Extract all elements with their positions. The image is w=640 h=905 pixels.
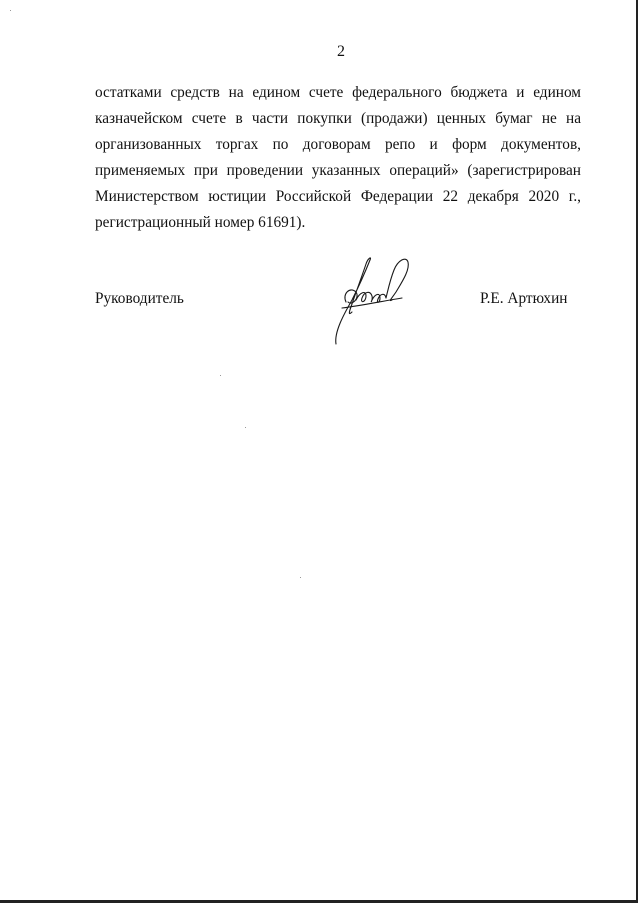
body-line: применяемых при проведении указанных операций» (зарегистрирован [95,162,581,179]
body-line: остатками средств на едином счете федерального бюджета и едином [95,84,581,101]
body-line: регистрационный номер 61691). [95,214,306,231]
body-paragraph [95,80,581,236]
body-line: казначейском счете в части покупки (продажи) ценных бумаг не на [95,110,581,127]
page-number: 2 [337,43,345,60]
scan-speck [220,375,221,376]
signatory-title: Руководитель [95,290,184,307]
handwritten-signature [322,252,422,347]
scan-speck [300,577,301,578]
body-line: Министерством юстиции Российской Федерации 22 декабря 2020 г., [95,188,581,205]
signatory-name: Р.Е. Артюхин [480,290,568,307]
body-line: организованных торгах по договорам репо и форм документов, [95,136,581,153]
scan-speck [10,10,11,11]
scan-speck [245,427,246,428]
